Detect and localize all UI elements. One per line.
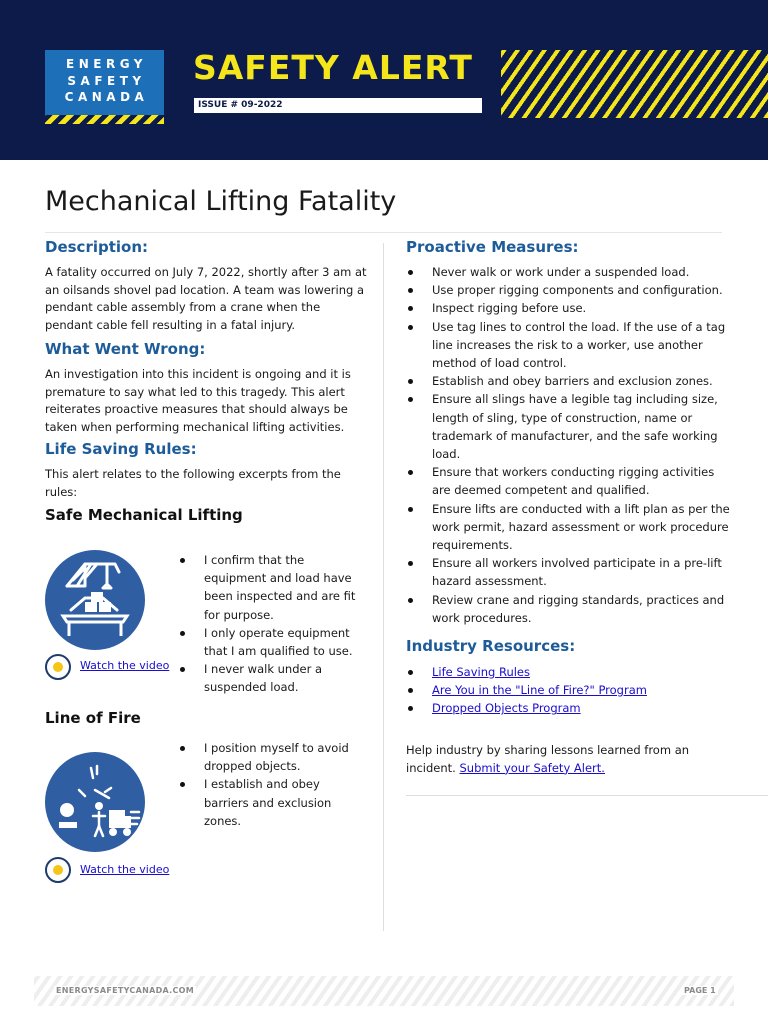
list-item: Ensure that workers conducting rigging activities are deemed competent and qualified. [406,463,734,499]
logo-line: SAFETY [67,73,146,88]
share-message: Help industry by sharing lessons learned from an incident. [406,743,690,775]
logo-hazard-stripes [45,115,164,124]
resource-item [406,663,734,681]
header-banner [0,0,768,160]
share-text [406,742,726,777]
what-went-wrong-heading: What Went Wrong: [45,340,206,358]
hazard-stripes-decoration [501,50,768,118]
list-item: Establish and obey barriers and exclusion zones. [406,372,734,390]
rule-title-safe-mechanical-lifting: Safe Mechanical Lifting [45,506,243,524]
column-divider [383,243,384,931]
page-number: PAGE 1 [684,986,716,995]
list-item: I never walk under a suspended load. [178,660,358,696]
life-saving-rules-text: This alert relates to the following excerpts from the rules: [45,467,341,499]
resource-item [406,699,734,717]
list-item: Ensure all workers involved participate in a pre-lift hazard assessment. [406,554,734,590]
list-item: Use tag lines to control the load. If the use of a tag line increases the risk to a worker, use another method of load control. [406,318,734,373]
issue-number: ISSUE # 09-2022 [194,98,482,113]
list-item: I only operate equipment that I am qualified to use. [178,624,358,660]
rule-title-line-of-fire: Line of Fire [45,709,141,727]
list-item: Never walk or work under a suspended load. [406,263,734,281]
video-badge-icon [45,857,71,883]
life-saving-rules-link[interactable]: Life Saving Rules [432,665,530,679]
list-item: Inspect rigging before use. [406,299,734,317]
description-heading: Description: [45,238,149,256]
proactive-measures-heading: Proactive Measures: [406,238,579,256]
industry-resources-heading: Industry Resources: [406,637,576,655]
submit-safety-alert-link[interactable]: Submit your Safety Alert. [459,760,605,775]
safe-lifting-rule-list [178,551,358,697]
list-item: Review crane and rigging standards, practices and work procedures. [406,591,734,627]
description-text: A fatality occurred on July 7, 2022, shortly after 3 am at an oilsands shovel pad location. A team was lowering a pendant cable assembly from a crane when the pendant cable fell resulting in a fatal injury. [45,265,367,332]
line-of-fire-video-link[interactable]: Watch the video [80,863,170,876]
list-item: I position myself to avoid dropped objects. [178,739,358,775]
dropped-objects-program-link[interactable]: Dropped Objects Program [432,701,581,716]
industry-resources-list [406,663,734,718]
title-divider [45,232,722,233]
energy-safety-canada-logo [45,50,164,124]
what-went-wrong-text: An investigation into this incident is ongoing and it is premature to say what led to this tragedy. This alert reiterates proactive measures that should always be taken when performing mechanical lifting activities. [45,367,351,434]
list-item: Use proper rigging components and configuration. [406,281,734,299]
crane-lifting-icon [45,550,145,650]
list-item: I establish and obey barriers and exclusion zones. [178,775,358,830]
proactive-measures-list [406,263,734,627]
logo-line: CANADA [64,90,149,104]
logo-line: ENERGY [66,57,147,71]
list-item: Ensure lifts are conducted with a lift plan as per the work permit, hazard assessment or work procedure requirements. [406,500,734,555]
safe-lifting-video-link[interactable]: Watch the video [80,659,170,672]
resource-item [406,681,734,699]
page-title: Mechanical Lifting Fatality [45,186,397,217]
right-column-divider [406,795,768,796]
list-item: Ensure all slings have a legible tag including size, length of sling, type of construction, name or trademark of manufacturer, and the safe working load. [406,390,734,463]
life-saving-rules-heading: Life Saving Rules: [45,440,197,458]
footer-website: ENERGYSAFETYCANADA.COM [56,986,195,995]
line-of-fire-program-link[interactable]: Are You in the "Line of Fire?" Program [432,683,647,698]
line-of-fire-rule-list [178,739,358,830]
safety-alert-title: SAFETY ALERT [193,48,473,87]
list-item: I confirm that the equipment and load have been inspected and are fit for purpose. [178,551,358,624]
line-of-fire-icon [45,752,145,852]
video-badge-icon [45,654,71,680]
